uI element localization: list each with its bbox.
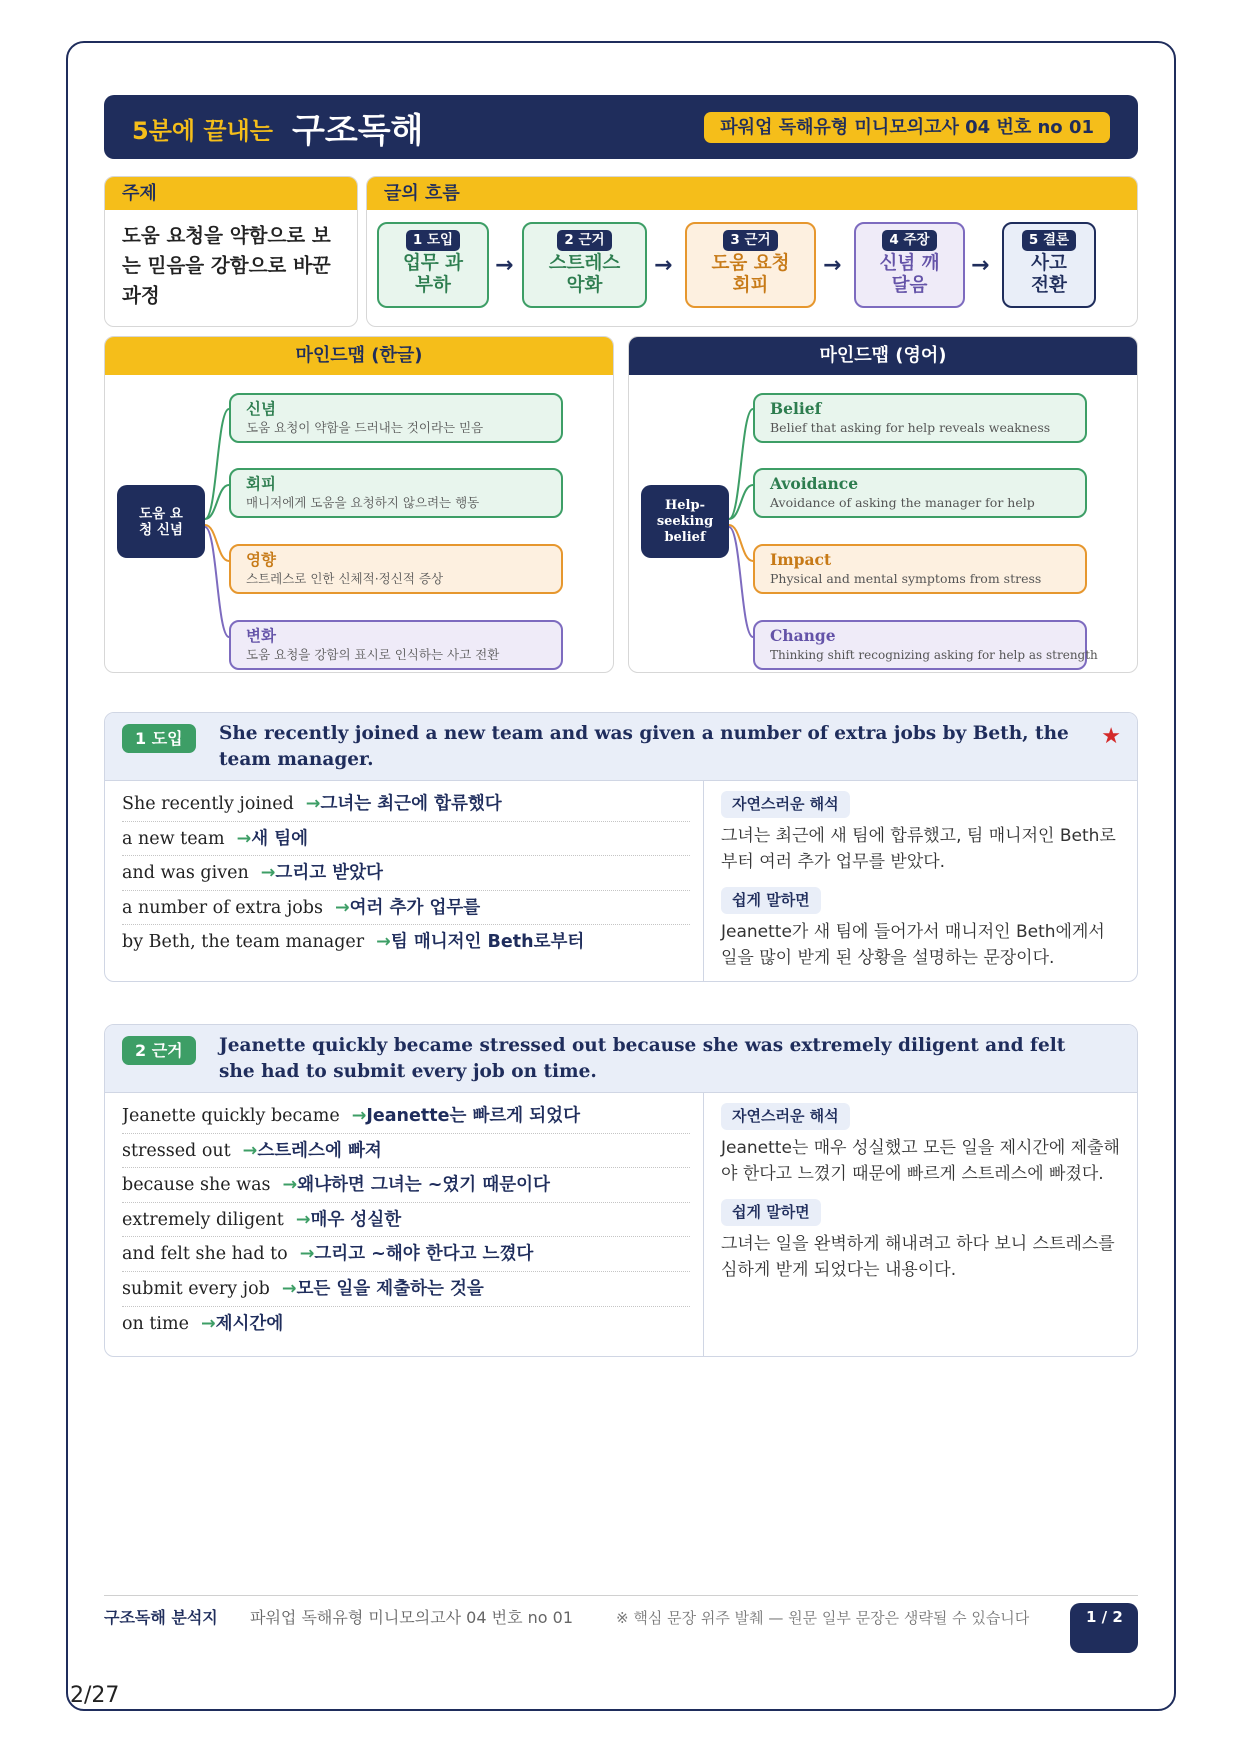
footer-note: ※ 핵심 문장 위주 발췌 — 원문 일부 문장은 생략될 수 있습니다 bbox=[616, 1609, 1030, 1627]
mindmap-node-desc: 매니저에게 도움을 요청하지 않으려는 행동 bbox=[246, 495, 480, 510]
arrow-icon: → bbox=[299, 1244, 315, 1265]
footer-title: 구조독해 분석지 bbox=[104, 1608, 218, 1627]
mindmap-english-node-change bbox=[753, 620, 1098, 670]
card-divider bbox=[703, 781, 704, 981]
arrow-icon: → bbox=[242, 1140, 258, 1161]
header-title: 구조독해 bbox=[292, 111, 424, 151]
topic-label: 주제 bbox=[105, 177, 357, 210]
chunk-row bbox=[122, 1134, 690, 1169]
arrow-icon: → bbox=[305, 794, 321, 814]
chunk-english: and felt she had to bbox=[122, 1244, 288, 1265]
mindmap-english-title: 마인드맵 (영어) bbox=[629, 337, 1137, 375]
flow-step-tag: 4 주장 bbox=[882, 230, 936, 251]
arrow-icon: → bbox=[200, 1313, 216, 1334]
chunk-english: because she was bbox=[122, 1175, 271, 1196]
chunk-korean: 스트레스에 빠져 bbox=[257, 1140, 382, 1161]
chunk-korean: 여러 추가 업무를 bbox=[349, 897, 481, 918]
chunk-row bbox=[122, 822, 690, 857]
chunk-korean: 그리고 받았다 bbox=[275, 863, 383, 884]
mindmap-node-title: Impact bbox=[770, 550, 832, 569]
chunk-row bbox=[122, 1307, 690, 1342]
chunk-korean: 매우 성실한 bbox=[310, 1209, 402, 1230]
flow-step-text: 사고 전환 bbox=[1031, 253, 1067, 296]
mindmap-node-title: 영향 bbox=[246, 551, 276, 569]
arrow-icon: → bbox=[236, 828, 252, 849]
footer-source: 파워업 독해유형 미니모의고사 04 번호 no 01 bbox=[250, 1608, 574, 1627]
chunk-english: She recently joined bbox=[122, 794, 294, 814]
mindmap-node-title: Belief bbox=[770, 399, 822, 418]
flow-step-4 bbox=[854, 222, 965, 308]
easy-explanation: 그녀는 일을 완벽하게 해내려고 하다 보니 스트레스를 심하게 받게 되었다는 내용이다. bbox=[721, 1234, 1115, 1280]
chunk-list bbox=[122, 787, 690, 960]
flow-step-tag: 5 결론 bbox=[1022, 230, 1076, 251]
chunk-row bbox=[122, 1099, 690, 1134]
chunk-row bbox=[122, 787, 690, 822]
header-banner bbox=[104, 95, 1138, 159]
header-subtitle: 5분에 끝내는 bbox=[132, 117, 273, 145]
chunk-korean: 왜냐하면 그녀는 ~였기 때문이다 bbox=[297, 1175, 550, 1196]
footer-page-badge: 1 / 2 bbox=[1070, 1603, 1138, 1653]
chunk-english: submit every job bbox=[122, 1278, 270, 1299]
flow-step-text: 도움 요청 회피 bbox=[711, 253, 790, 296]
chunk-row bbox=[122, 891, 690, 926]
mindmap-english-node-impact bbox=[753, 544, 1087, 594]
arrow-icon: → bbox=[295, 1209, 311, 1230]
chunk-english: and was given bbox=[122, 863, 249, 884]
easy-label: 쉽게 말하면 bbox=[721, 887, 821, 914]
sentence-card-sentence: She recently joined a new team and was given a number of extra jobs by Beth, the team manager. bbox=[219, 723, 1069, 770]
flow-step-tag: 3 근거 bbox=[723, 230, 777, 251]
chunk-english: stressed out bbox=[122, 1140, 231, 1161]
flow-step-tag: 2 근거 bbox=[557, 230, 611, 251]
flow-step-text: 신념 깨달음 bbox=[879, 253, 940, 296]
mindmap-korean bbox=[104, 336, 614, 673]
mindmap-node-desc: 도움 요청을 강함의 표시로 인식하는 사고 전환 bbox=[246, 647, 500, 662]
mindmap-node-desc: Avoidance of asking the manager for help bbox=[770, 495, 1035, 510]
natural-translation: 그녀는 최근에 새 팀에 합류했고, 팀 매니저인 Beth로부터 여러 추가 업무를 받았다. bbox=[721, 826, 1116, 872]
mindmap-node-desc: Belief that asking for help reveals weakness bbox=[770, 420, 1051, 435]
flow-arrow-icon: → bbox=[654, 253, 673, 278]
chunk-korean: 새 팀에 bbox=[251, 828, 309, 849]
chunk-english: a number of extra jobs bbox=[122, 897, 323, 918]
chunk-korean: Jeanette는 빠르게 되었다 bbox=[366, 1106, 580, 1126]
mindmap-english-root: Help-seeking belief bbox=[641, 485, 729, 558]
worksheet-page bbox=[66, 41, 1176, 1711]
chunk-english: extremely diligent bbox=[122, 1209, 284, 1230]
sentence-card-2 bbox=[104, 1024, 1138, 1357]
sentence-card-header bbox=[105, 1025, 1137, 1093]
card-divider bbox=[703, 1093, 704, 1356]
flow-step-text: 스트레스 악화 bbox=[548, 253, 621, 296]
flow-box bbox=[366, 176, 1138, 327]
mindmap-korean-node-avoidance bbox=[229, 468, 563, 518]
interpretation-panel bbox=[721, 1103, 1121, 1295]
page-number: 2/27 bbox=[70, 1683, 120, 1708]
arrow-icon: → bbox=[281, 1278, 297, 1299]
chunk-row bbox=[122, 1168, 690, 1203]
chunk-english: on time bbox=[122, 1313, 189, 1334]
chunk-row bbox=[122, 1203, 690, 1238]
flow-arrow-icon: → bbox=[971, 253, 990, 278]
chunk-english: by Beth, the team manager bbox=[122, 932, 365, 953]
sentence-card-badge: 1 도입 bbox=[122, 724, 196, 753]
flow-step-tag: 1 도입 bbox=[406, 230, 460, 251]
chunk-korean: 그녀는 최근에 합류했다 bbox=[320, 794, 502, 814]
mindmap-english-node-belief bbox=[753, 393, 1087, 443]
sentence-card-badge: 2 근거 bbox=[122, 1036, 196, 1065]
flow-arrow-icon: → bbox=[495, 253, 514, 278]
chunk-row bbox=[122, 1272, 690, 1307]
chunk-korean: 그리고 ~해야 한다고 느꼈다 bbox=[314, 1244, 534, 1265]
flow-step-1 bbox=[377, 222, 489, 308]
flow-step-5 bbox=[1002, 222, 1096, 308]
mindmap-korean-node-change bbox=[229, 620, 563, 670]
chunk-row bbox=[122, 1237, 690, 1272]
natural-label: 자연스러운 해석 bbox=[721, 791, 850, 818]
arrow-icon: → bbox=[351, 1106, 367, 1126]
mindmap-node-desc: Physical and mental symptoms from stress bbox=[770, 571, 1042, 586]
mindmap-node-desc: 스트레스로 인한 신체적·정신적 증상 bbox=[246, 571, 444, 586]
footer-divider bbox=[104, 1595, 1138, 1596]
mindmap-english-node-avoidance bbox=[753, 468, 1087, 518]
sentence-card-sentence: Jeanette quickly became stressed out because she was extremely diligent and felt she had to submit every job on time. bbox=[219, 1035, 1066, 1082]
chunk-english: a new team bbox=[122, 828, 225, 849]
mindmap-korean-root: 도움 요청 신념 bbox=[117, 485, 205, 558]
header-badge: 파워업 독해유형 미니모의고사 04 번호 no 01 bbox=[704, 112, 1110, 143]
chunk-english: Jeanette quickly became bbox=[122, 1106, 340, 1126]
easy-explanation: Jeanette가 새 팀에 들어가서 매니저인 Beth에게서 일을 많이 받게 된 상황을 설명하는 문장이다. bbox=[721, 922, 1105, 968]
mindmap-node-title: Change bbox=[770, 626, 836, 645]
flow-arrow-icon: → bbox=[823, 253, 842, 278]
sentence-card-1 bbox=[104, 712, 1138, 982]
chunk-korean: 모든 일을 제출하는 것을 bbox=[296, 1278, 484, 1299]
natural-translation: Jeanette는 매우 성실했고 모든 일을 제시간에 제출해야 한다고 느꼈기 때문에 빠르게 스트레스에 빠졌다. bbox=[721, 1138, 1120, 1184]
chunk-row bbox=[122, 925, 690, 960]
star-icon: ★ bbox=[1101, 724, 1121, 749]
arrow-icon: → bbox=[376, 932, 391, 953]
arrow-icon: → bbox=[282, 1175, 298, 1196]
mindmap-node-title: 회피 bbox=[246, 475, 276, 493]
interpretation-panel bbox=[721, 791, 1121, 982]
mindmap-english bbox=[628, 336, 1138, 673]
topic-text: 도움 요청을 약함으로 보는 믿음을 강함으로 바꾼 과정 bbox=[122, 224, 331, 307]
arrow-icon: → bbox=[334, 897, 350, 918]
topic-box bbox=[104, 176, 358, 327]
mindmap-node-title: 신념 bbox=[246, 400, 276, 418]
chunk-list bbox=[122, 1099, 690, 1341]
arrow-icon: → bbox=[260, 863, 276, 884]
chunk-korean: 팀 매니저인 Beth로부터 bbox=[390, 932, 585, 953]
mindmap-korean-node-impact bbox=[229, 544, 563, 594]
chunk-korean: 제시간에 bbox=[215, 1313, 284, 1334]
flow-label: 글의 흐름 bbox=[367, 177, 1137, 210]
sentence-card-header bbox=[105, 713, 1137, 781]
chunk-row bbox=[122, 856, 690, 891]
natural-label: 자연스러운 해석 bbox=[721, 1103, 850, 1130]
mindmap-node-desc: 도움 요청이 약함을 드러내는 것이라는 믿음 bbox=[246, 420, 484, 435]
mindmap-korean-title: 마인드맵 (한글) bbox=[105, 337, 613, 375]
mindmap-node-title: Avoidance bbox=[770, 474, 859, 493]
easy-label: 쉽게 말하면 bbox=[721, 1199, 821, 1226]
flow-step-3 bbox=[685, 222, 816, 308]
flow-step-2 bbox=[522, 222, 647, 308]
flow-step-text: 업무 과부하 bbox=[402, 253, 464, 296]
mindmap-korean-node-belief bbox=[229, 393, 563, 443]
mindmap-node-desc: Thinking shift recognizing asking for help as strength bbox=[770, 648, 1098, 662]
mindmap-node-title: 변화 bbox=[246, 627, 276, 645]
